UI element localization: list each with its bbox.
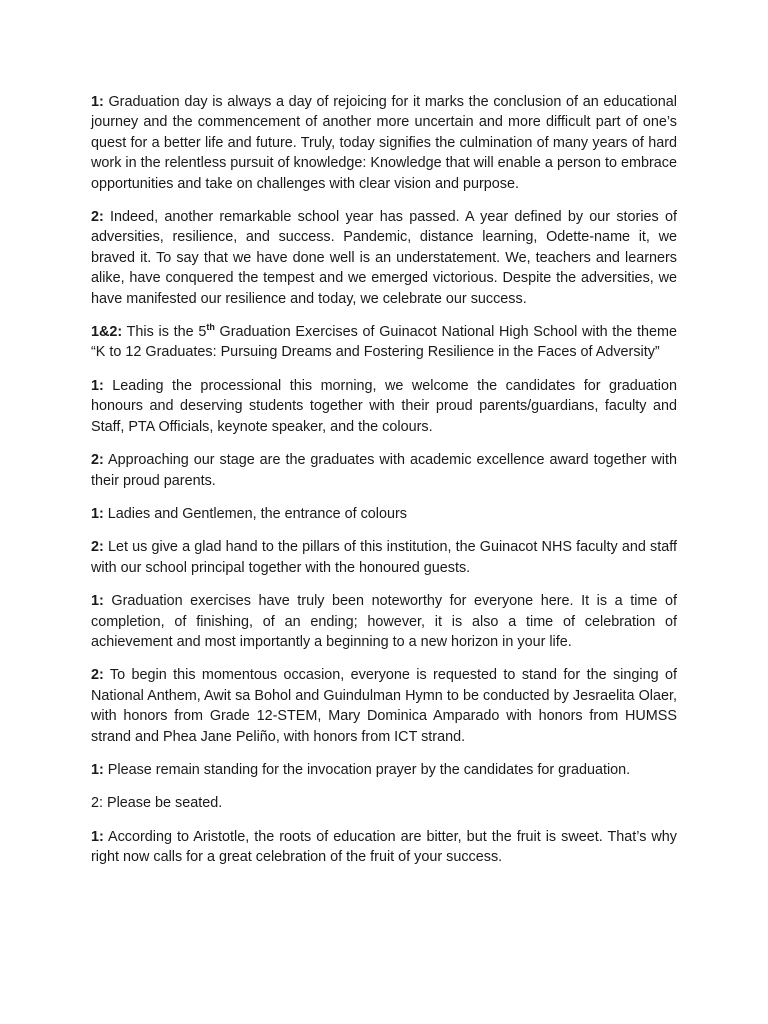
speaker-label: 1: (91, 761, 104, 778)
speaker-label: 2: (91, 452, 104, 469)
speaker-label: 2: (91, 209, 104, 226)
speaker-label: 2: (91, 539, 104, 556)
speaker-label: 1: (91, 377, 104, 394)
paragraph-text: Graduation day is always a day of rejoicing for it marks the conclusion of an educational journey and the commencement of another more uncertain and more difficult part of one’s quest for a better life and future. Truly, today signifies the culmination of many years of hard work in the relentless pursuit of knowledge: Knowledge that will enable a person to embrace opportunities and take on challenges with clear vision and purpose. (91, 94, 677, 192)
paragraph-12 (91, 827, 677, 868)
document-page (91, 92, 677, 881)
paragraph-4 (91, 376, 677, 437)
paragraph-5 (91, 450, 677, 491)
paragraph-text: Leading the processional this morning, we welcome the candidates for graduation honours and deserving students together with their proud parents/guardians, faculty and Staff, PTA Officials, keynote speaker, and the colours. (91, 377, 677, 435)
speaker-label: 1&2: (91, 324, 123, 341)
speaker-label: 1: (91, 94, 104, 110)
paragraph-text: Let us give a glad hand to the pillars of this institution, the Guinacot NHS faculty and staff with our school principal together with the honoured guests. (91, 539, 677, 576)
paragraph-text: This is the 5 (122, 324, 207, 341)
paragraph-text: According to Aristotle, the roots of education are bitter, but the fruit is sweet. That’s why right now calls for a great celebration of the fruit of your success. (91, 828, 677, 866)
speaker-label: 1: (91, 593, 104, 610)
paragraph-3 (91, 322, 677, 363)
paragraph-text: Approaching our stage are the graduates with academic excellence award together with their proud parents. (91, 452, 677, 489)
paragraph-text: Graduation exercises have truly been noteworthy for everyone here. It is a time of completion, of finishing, of an ending; however, it is also a time of celebration of achievement and most importantly a beginning to a new horizon in your life. (91, 593, 677, 650)
paragraph-9 (91, 665, 677, 747)
paragraph-6 (91, 504, 677, 524)
paragraph-1 (91, 92, 677, 194)
paragraph-7 (91, 537, 677, 578)
paragraph-text: Indeed, another remarkable school year has passed. A year defined by our stories of adversities, resilience, and success. Pandemic, distance learning, Odette-name it, we braved it. To say that we have done well is an understatement. We, teachers and learners alike, have conquered the tempest and we emerged victorious. Despite the adversities, we have manifested our resilience and today, we celebrate our success. (91, 209, 677, 307)
paragraph-10 (91, 760, 677, 780)
paragraph-text: Ladies and Gentlemen, the entrance of colours (103, 505, 407, 522)
ordinal-suffix: th (206, 322, 215, 333)
paragraph-8 (91, 591, 677, 652)
speaker-label: 1: (91, 505, 104, 522)
speaker-label: 1: (91, 828, 104, 845)
paragraph-text: Please remain standing for the invocation prayer by the candidates for graduation. (103, 761, 631, 778)
paragraph-11 (91, 793, 677, 813)
speaker-label: 2: (91, 667, 104, 684)
paragraph-text: Graduation Exercises of Guinacot National High School with the theme “K to 12 Graduates: Pursuing Dreams and Fostering Resilience in the Faces of Adversity” (91, 324, 677, 361)
paragraph-2 (91, 207, 677, 309)
paragraph-text: To begin this momentous occasion, everyone is requested to stand for the singing of National Anthem, Awit sa Bohol and Guindulman Hymn to be conducted by Jesraelita Olaer, with honors from Grade 12-STEM, Mary Dominica Amparado with honors from HUMSS strand and Phea Jane Peliño, with honors from ICT strand. (91, 667, 677, 745)
paragraph-text: 2: Please be seated. (91, 795, 223, 812)
